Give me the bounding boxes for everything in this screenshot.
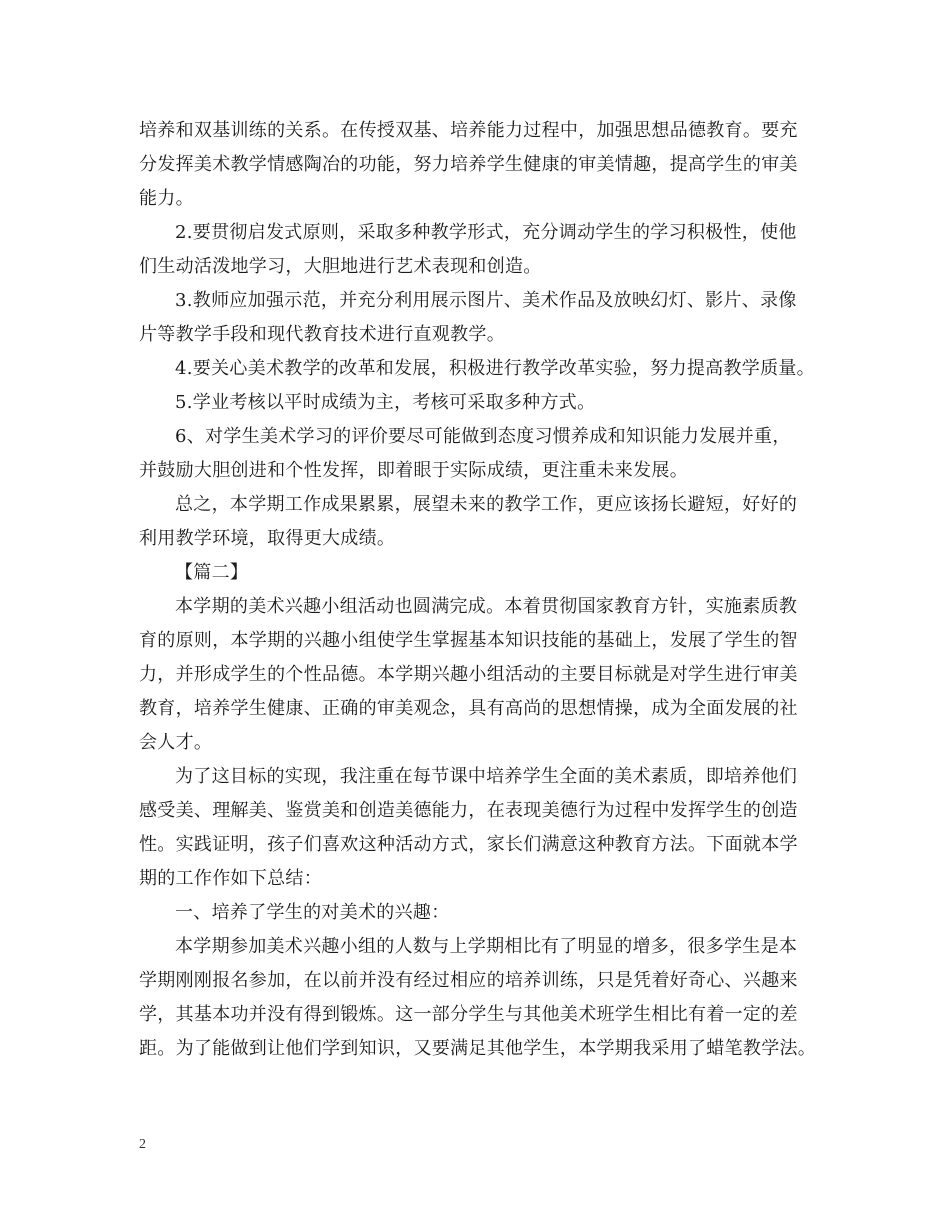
text-line: 力，并形成学生的个性品德。本学期兴趣小组活动的主要目标就是对学生进行审美	[139, 664, 798, 685]
page-number: 2	[139, 1137, 146, 1152]
text-line: 教育，培养学生健康、正确的审美观念，具有高尚的思想情操，成为全面发展的社	[139, 698, 798, 719]
text-line: 能力。	[139, 188, 194, 209]
text-line: 会人才。	[139, 732, 213, 753]
text-line: 本学期的美术兴趣小组活动也圆满完成。本着贯彻国家教育方针，实施素质教	[175, 596, 798, 617]
text-line: 2.要贯彻启发式原则，采取多种教学形式，充分调动学生的学习积极性，使他	[175, 222, 797, 243]
text-line: 片等教学手段和现代教育技术进行直观教学。	[139, 324, 505, 345]
text-line: 4.要关心美术教学的改革和发展，积极进行教学改革实验，努力提高教学质量。	[175, 358, 815, 379]
text-line: 培养和双基训练的关系。在传授双基、培养能力过程中，加强思想品德教育。要充	[139, 120, 798, 141]
text-line: 本学期参加美术兴趣小组的人数与上学期相比有了明显的增多，很多学生是本	[175, 936, 798, 957]
text-line: 们生动活泼地学习，大胆地进行艺术表现和创造。	[139, 256, 542, 277]
text-line: 并鼓励大胆创进和个性发挥，即着眼于实际成绩，更注重未来发展。	[139, 460, 688, 481]
text-line: 学期刚刚报名参加，在以前并没有经过相应的培养训练，只是凭着好奇心、兴趣来	[139, 970, 798, 991]
text-line: 性。实践证明，孩子们喜欢这种活动方式，家长们满意这种教育方法。下面就本学	[139, 834, 798, 855]
text-line: 距。为了能做到让他们学到知识，又要满足其他学生，本学期我采用了蜡笔教学法。	[139, 1038, 817, 1059]
text-line: 期的工作作如下总结：	[139, 868, 322, 889]
document-body	[139, 114, 823, 1066]
section-heading: 【篇二】	[175, 562, 249, 583]
text-line: 分发挥美术教学情感陶冶的功能，努力培养学生健康的审美情趣，提高学生的审美	[139, 154, 798, 175]
text-line: 6、对学生美术学习的评价要尽可能做到态度习惯养成和知识能力发展并重，	[175, 426, 791, 447]
subsection-heading: 一、培养了学生的对美术的兴趣：	[175, 902, 450, 923]
text-line: 3.教师应加强示范，并充分利用展示图片、美术作品及放映幻灯、影片、录像	[175, 290, 797, 311]
text-line: 学，其基本功并没有得到锻炼。这一部分学生与其他美术班学生相比有着一定的差	[139, 1004, 798, 1025]
text-line: 为了这目标的实现，我注重在每节课中培养学生全面的美术素质，即培养他们	[175, 766, 798, 787]
text-line: 总之，本学期工作成果累累，展望未来的教学工作，更应该扬长避短，好好的	[175, 494, 798, 515]
text-line: 5.学业考核以平时成绩为主，考核可采取多种方式。	[175, 392, 596, 413]
text-line: 利用教学环境，取得更大成绩。	[139, 528, 396, 549]
text-line: 感受美、理解美、鉴赏美和创造美德能力，在表现美德行为过程中发挥学生的创造	[139, 800, 798, 821]
text-line: 育的原则，本学期的兴趣小组使学生掌握基本知识技能的基础上，发展了学生的智	[139, 630, 798, 651]
